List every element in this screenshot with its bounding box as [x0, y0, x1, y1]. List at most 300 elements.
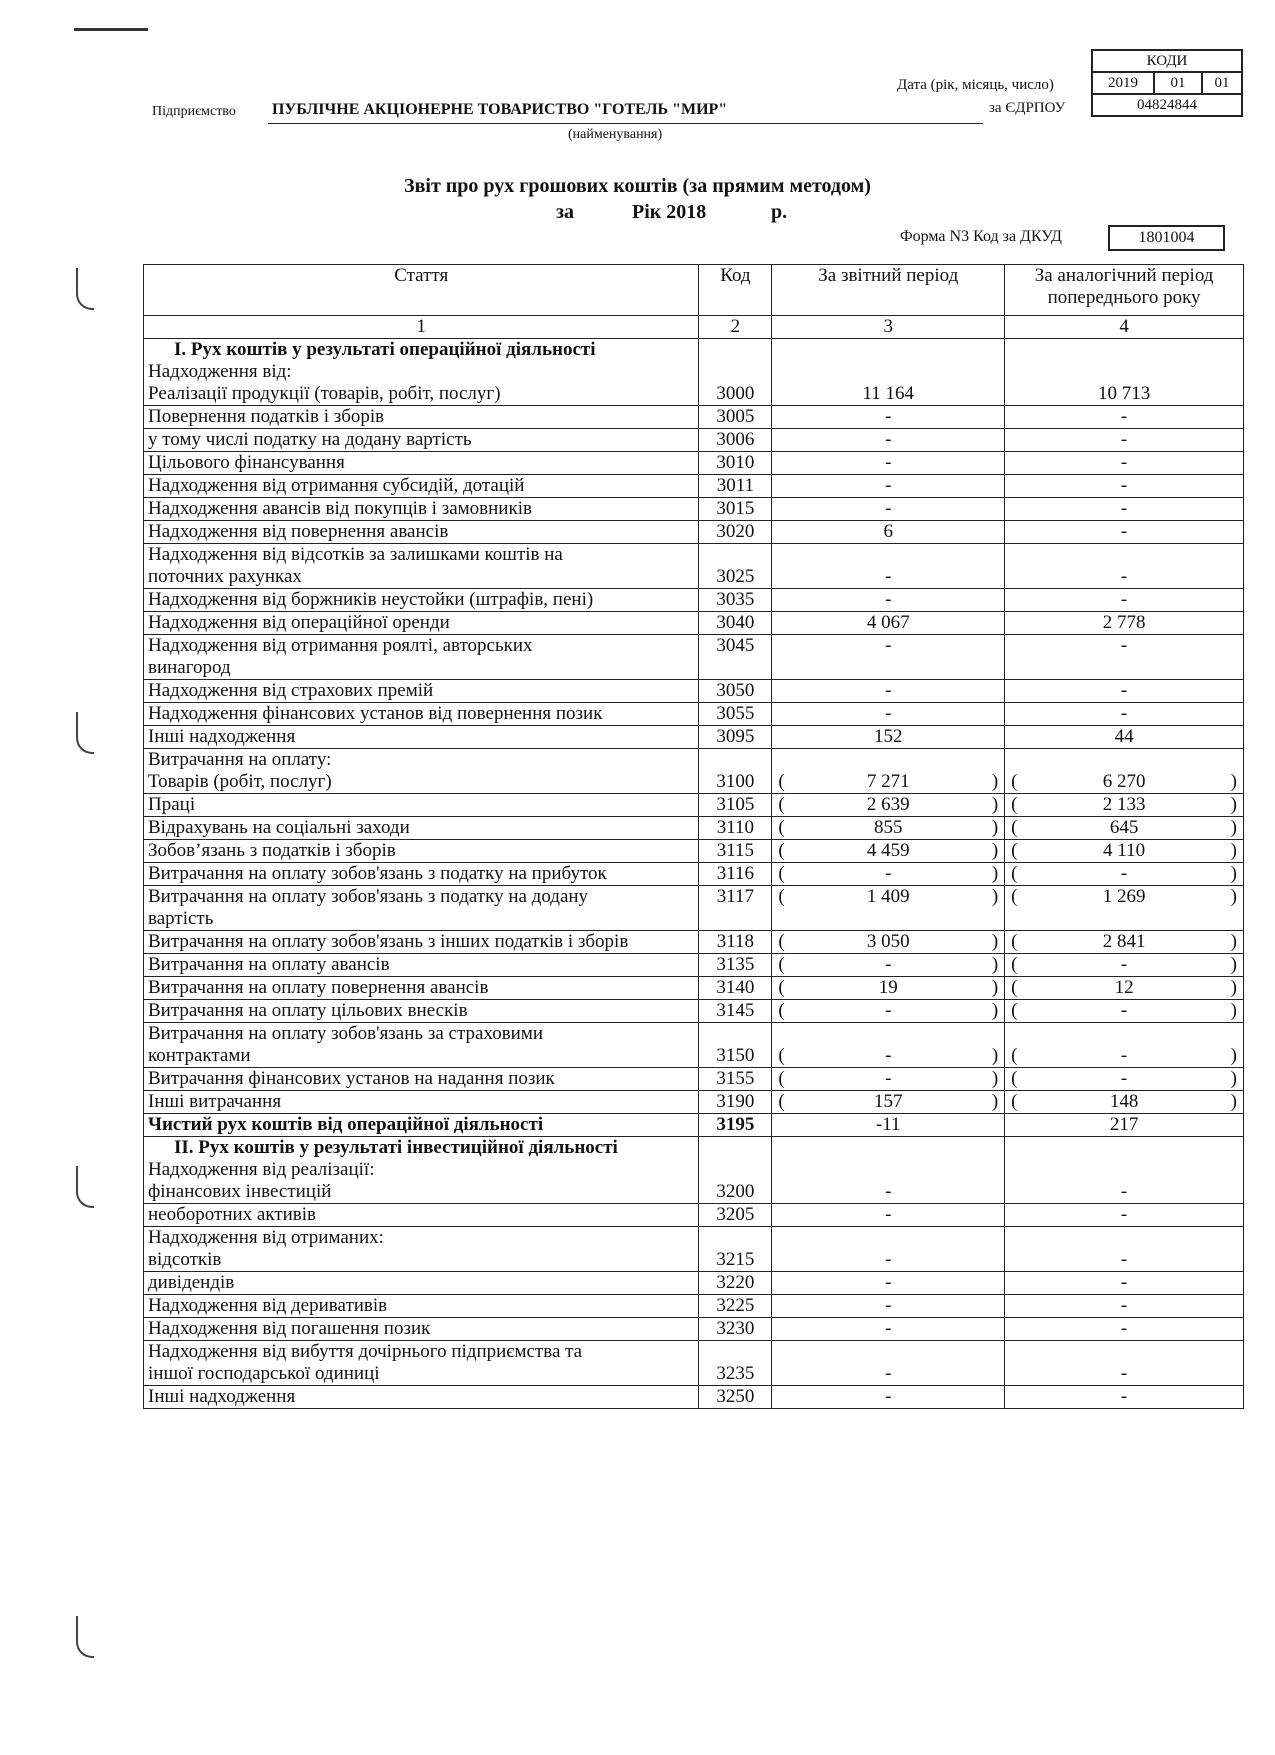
paren-close: ) [991, 863, 999, 884]
value-wrap [776, 1114, 1000, 1136]
value-wrap [776, 1045, 1000, 1067]
value-text: - [1120, 863, 1128, 884]
value-wrap [1009, 429, 1239, 451]
value-wrap [776, 566, 1000, 588]
paren-open: ( [1011, 931, 1018, 952]
value-current [772, 817, 1005, 840]
scan-mark-left-1 [76, 268, 94, 310]
value-previous [1005, 1204, 1244, 1227]
value-wrap [776, 1249, 1000, 1271]
table-row [144, 1000, 1244, 1023]
value-wrap [1009, 406, 1239, 428]
paren-open: ( [778, 863, 785, 884]
row-code: 3150 [699, 1023, 772, 1068]
value-wrap [776, 406, 1000, 428]
paren-open: ( [778, 977, 785, 998]
codes-label: КОДИ [1092, 50, 1242, 72]
table-row [144, 1295, 1244, 1318]
table-row [144, 1137, 1244, 1204]
value-wrap [776, 954, 1000, 976]
value-wrap [1009, 566, 1239, 588]
value-text: - [1120, 1045, 1128, 1066]
value-text: 2 133 [1102, 794, 1146, 815]
table-row [144, 817, 1244, 840]
value-previous [1005, 1091, 1244, 1114]
row-code: 3195 [699, 1114, 772, 1137]
table-row [144, 1227, 1244, 1272]
value-text: - [1120, 1318, 1128, 1339]
value-text: - [1120, 566, 1128, 587]
report-title: Звіт про рух грошових коштів (за прямим методом) [404, 175, 871, 197]
row-label-text: Надходження фінансових установ від повернення позик [148, 703, 603, 724]
row-label-text: Цільового фінансування [148, 452, 345, 473]
row-label [144, 954, 699, 977]
table-row [144, 1318, 1244, 1341]
paren-close: ) [991, 954, 999, 975]
row-code: 3118 [699, 931, 772, 954]
value-current [772, 749, 1005, 794]
row-code: 3095 [699, 726, 772, 749]
table-row [144, 1114, 1244, 1137]
value-text: 4 067 [866, 612, 910, 633]
value-text: -11 [875, 1114, 901, 1135]
value-current [772, 1318, 1005, 1341]
value-previous [1005, 749, 1244, 794]
row-code: 3045 [699, 635, 772, 680]
paren-open: ( [1011, 1045, 1018, 1066]
value-previous [1005, 339, 1244, 406]
value-current [772, 954, 1005, 977]
row-code: 3025 [699, 544, 772, 589]
value-wrap [776, 475, 1000, 497]
value-current [772, 1000, 1005, 1023]
dkud-code: 1801004 [1108, 225, 1225, 251]
value-wrap [776, 1181, 1000, 1203]
value-text: 855 [874, 817, 903, 838]
value-wrap [1009, 475, 1239, 497]
paren-open: ( [1011, 954, 1018, 975]
table-row [144, 840, 1244, 863]
row-code: 3220 [699, 1272, 772, 1295]
row-sub-label: іншої господарської одиниці [148, 1363, 380, 1384]
paren-open: ( [1011, 1068, 1018, 1089]
row-code: 3117 [699, 886, 772, 931]
paren-close: ) [1230, 1000, 1237, 1021]
row-code: 3105 [699, 794, 772, 817]
paren-close: ) [1230, 794, 1237, 815]
paren-close: ) [991, 1091, 999, 1112]
table-row [144, 635, 1244, 680]
date-year: 2019 [1092, 72, 1154, 94]
value-wrap [1009, 1045, 1239, 1067]
row-label [144, 680, 699, 703]
value-wrap [1009, 1114, 1239, 1136]
section-title: II. Рух коштів у результаті інвестиційної діяльності [174, 1137, 618, 1158]
paren-close: ) [991, 817, 999, 838]
value-text: - [885, 1295, 892, 1316]
value-text: 44 [1114, 726, 1134, 747]
row-label [144, 1091, 699, 1114]
row-label-text: Надходження авансів від покупців і замовників [148, 498, 532, 519]
row-code: 3140 [699, 977, 772, 1000]
value-wrap [776, 1318, 1000, 1340]
value-current [772, 1068, 1005, 1091]
value-current [772, 589, 1005, 612]
paren-open: ( [1011, 794, 1018, 815]
value-current [772, 498, 1005, 521]
value-wrap [776, 886, 1000, 908]
table-row [144, 429, 1244, 452]
value-previous [1005, 1341, 1244, 1386]
scan-mark-left-3 [76, 1166, 94, 1208]
row-code: 3250 [699, 1386, 772, 1409]
value-previous [1005, 817, 1244, 840]
value-wrap [776, 817, 1000, 839]
value-previous [1005, 840, 1244, 863]
codes-box [1091, 49, 1243, 117]
value-previous [1005, 1318, 1244, 1341]
row-label [144, 339, 699, 406]
paren-close: ) [1230, 1068, 1237, 1089]
table-colnum-row [144, 316, 1244, 339]
paren-close: ) [991, 1068, 999, 1089]
row-code: 3000 [699, 339, 772, 406]
paren-open: ( [1011, 840, 1018, 861]
value-text: 2 778 [1102, 612, 1146, 633]
value-current [772, 703, 1005, 726]
row-label-text: Інші надходження [148, 726, 296, 747]
value-wrap [1009, 817, 1239, 839]
value-text: - [885, 1318, 892, 1339]
value-text: 2 639 [866, 794, 910, 815]
table-row [144, 1068, 1244, 1091]
paren-close: ) [1230, 1091, 1237, 1112]
row-label-text: Праці [148, 794, 196, 815]
value-wrap [776, 589, 1000, 611]
value-text: - [885, 498, 892, 519]
value-text: - [1120, 680, 1128, 701]
row-label [144, 726, 699, 749]
value-wrap [1009, 703, 1239, 725]
value-current [772, 612, 1005, 635]
row-label [144, 749, 699, 794]
row-code: 3100 [699, 749, 772, 794]
value-text: 217 [1109, 1114, 1139, 1135]
date-label: Дата (рік, місяць, число) [897, 77, 1054, 93]
table-row [144, 886, 1244, 931]
row-label [144, 1137, 699, 1204]
value-wrap [1009, 726, 1239, 748]
value-previous [1005, 680, 1244, 703]
value-text: - [885, 406, 892, 427]
table-row [144, 1386, 1244, 1409]
value-text: 6 270 [1102, 771, 1146, 792]
value-wrap [776, 452, 1000, 474]
value-wrap [1009, 1272, 1239, 1294]
paren-open: ( [1011, 886, 1018, 907]
row-label [144, 931, 699, 954]
value-text: - [885, 475, 892, 496]
row-label-text: Надходження від відсотків за залишками коштів на [148, 544, 563, 565]
value-wrap [776, 680, 1000, 702]
row-sub-label: контрактами [148, 1045, 251, 1066]
paren-open: ( [778, 931, 785, 952]
row-label-text: Витрачання на оплату зобов'язань з податку на прибуток [148, 863, 607, 884]
value-current [772, 429, 1005, 452]
paren-close: ) [991, 794, 999, 815]
table-row [144, 1341, 1244, 1386]
value-text: - [1120, 954, 1128, 975]
value-current [772, 544, 1005, 589]
row-code: 3145 [699, 1000, 772, 1023]
value-text: - [885, 589, 892, 610]
col-header-article: Стаття [144, 265, 699, 316]
value-wrap [776, 383, 1000, 405]
table-row [144, 1023, 1244, 1068]
paren-open: ( [1011, 1091, 1018, 1112]
value-text: - [1120, 1204, 1128, 1225]
value-wrap [1009, 886, 1239, 908]
row-label-text: Витрачання на оплату зобов'язань з інших податків і зборів [148, 931, 629, 952]
table-row [144, 1091, 1244, 1114]
value-text: - [885, 566, 892, 587]
value-current [772, 521, 1005, 544]
enterprise-label: Підприємство [152, 104, 236, 119]
row-label [144, 840, 699, 863]
value-text: - [1120, 429, 1128, 450]
value-previous [1005, 498, 1244, 521]
value-wrap [776, 931, 1000, 953]
value-wrap [1009, 1386, 1239, 1408]
row-label-text: Витрачання фінансових установ на надання позик [148, 1068, 555, 1089]
value-previous [1005, 429, 1244, 452]
value-text: 1 409 [866, 886, 910, 907]
row-code: 3050 [699, 680, 772, 703]
date-day: 01 [1202, 72, 1242, 94]
row-label [144, 1386, 699, 1409]
paren-open: ( [778, 954, 785, 975]
value-previous [1005, 794, 1244, 817]
row-code: 3020 [699, 521, 772, 544]
value-text: - [885, 1204, 892, 1225]
paren-close: ) [1230, 817, 1237, 838]
table-row [144, 1272, 1244, 1295]
value-wrap [776, 1272, 1000, 1294]
row-code: 3040 [699, 612, 772, 635]
row-code: 3011 [699, 475, 772, 498]
row-label-text: Надходження від страхових премій [148, 680, 434, 701]
value-text: - [1120, 1068, 1128, 1089]
value-wrap [776, 429, 1000, 451]
row-code: 3115 [699, 840, 772, 863]
value-wrap [776, 498, 1000, 520]
table-row [144, 749, 1244, 794]
value-text: - [885, 1181, 892, 1202]
paren-open: ( [778, 1000, 785, 1021]
row-label-text: Зобов’язань з податків і зборів [148, 840, 396, 861]
value-wrap [1009, 1295, 1239, 1317]
paren-close: ) [991, 1000, 999, 1021]
paren-open: ( [1011, 771, 1018, 792]
paren-close: ) [1230, 977, 1237, 998]
value-previous [1005, 544, 1244, 589]
row-sub-label: поточних рахунках [148, 566, 302, 587]
row-label-text: Витрачання на оплату зобов'язань з податку на додану [148, 886, 589, 907]
value-current [772, 1114, 1005, 1137]
row-label [144, 1023, 699, 1068]
row-label [144, 429, 699, 452]
row-code: 3235 [699, 1341, 772, 1386]
table-row [144, 977, 1244, 1000]
table-row [144, 680, 1244, 703]
row-label-text: Надходження від отриманих: [148, 1227, 384, 1248]
row-label [144, 544, 699, 589]
value-wrap [776, 612, 1000, 634]
row-label [144, 475, 699, 498]
value-wrap [1009, 1068, 1239, 1090]
value-current [772, 452, 1005, 475]
row-code: 3225 [699, 1295, 772, 1318]
row-code: 3230 [699, 1318, 772, 1341]
value-previous [1005, 589, 1244, 612]
table-row [144, 475, 1244, 498]
value-text: - [885, 635, 892, 656]
value-text: - [885, 1045, 892, 1066]
value-text: - [885, 1386, 892, 1407]
paren-open: ( [778, 817, 785, 838]
paren-open: ( [778, 840, 785, 861]
value-previous [1005, 1068, 1244, 1091]
row-code: 3155 [699, 1068, 772, 1091]
value-wrap [776, 521, 1000, 543]
value-previous [1005, 703, 1244, 726]
value-current [772, 1227, 1005, 1272]
value-text: 148 [1109, 1091, 1139, 1112]
paren-close: ) [1230, 954, 1237, 975]
value-wrap [1009, 589, 1239, 611]
value-previous [1005, 1227, 1244, 1272]
value-previous [1005, 1000, 1244, 1023]
enterprise-underline [268, 123, 983, 124]
row-label [144, 1114, 699, 1137]
row-code: 3135 [699, 954, 772, 977]
row-label [144, 794, 699, 817]
value-text: - [885, 1000, 892, 1021]
row-label-text: необоротних активів [148, 1204, 317, 1225]
value-wrap [1009, 771, 1239, 793]
paren-open: ( [778, 886, 785, 907]
row-sub-label: відсотків [148, 1249, 222, 1270]
enterprise-name: ПУБЛІЧНЕ АКЦІОНЕРНЕ ТОВАРИСТВО "ГОТЕЛЬ "МИР" [272, 101, 728, 118]
value-current [772, 1137, 1005, 1204]
value-wrap [776, 1386, 1000, 1408]
value-previous [1005, 521, 1244, 544]
value-text: 12 [1114, 977, 1134, 998]
row-label-text: Інші надходження [148, 1386, 296, 1407]
value-wrap [776, 1000, 1000, 1022]
value-current [772, 863, 1005, 886]
value-wrap [1009, 863, 1239, 885]
value-wrap [776, 977, 1000, 999]
row-label-text: Витрачання на оплату цільових внесків [148, 1000, 468, 1021]
value-previous [1005, 406, 1244, 429]
paren-close: ) [991, 771, 999, 792]
table-row [144, 931, 1244, 954]
row-label [144, 1272, 699, 1295]
value-text: 4 459 [866, 840, 910, 861]
paren-open: ( [778, 771, 785, 792]
table-row [144, 794, 1244, 817]
row-label-text: дивідендів [148, 1272, 235, 1293]
value-previous [1005, 1114, 1244, 1137]
value-text: 152 [874, 726, 903, 747]
value-wrap [1009, 498, 1239, 520]
value-text: - [885, 1249, 892, 1270]
table-row [144, 1204, 1244, 1227]
value-previous [1005, 1137, 1244, 1204]
value-wrap [1009, 840, 1239, 862]
value-wrap [1009, 1000, 1239, 1022]
table-row [144, 339, 1244, 406]
row-label-text: Надходження від вибуття дочірнього підприємства та [148, 1341, 583, 1362]
value-text: 10 713 [1097, 383, 1151, 404]
paren-open: ( [1011, 1000, 1018, 1021]
value-text: - [885, 1068, 892, 1089]
row-code: 3200 [699, 1137, 772, 1204]
value-wrap [776, 863, 1000, 885]
value-wrap [1009, 1204, 1239, 1226]
row-code: 3190 [699, 1091, 772, 1114]
value-current [772, 1295, 1005, 1318]
value-text: - [1120, 1000, 1128, 1021]
row-group-label: Надходження від реалізації: [148, 1159, 375, 1180]
paren-close: ) [1230, 931, 1237, 952]
table-row [144, 703, 1244, 726]
col-number: 3 [772, 316, 1005, 339]
value-wrap [776, 1363, 1000, 1385]
paren-close: ) [991, 1045, 999, 1066]
table-row [144, 726, 1244, 749]
value-text: 6 [883, 521, 893, 542]
row-label [144, 863, 699, 886]
value-wrap [1009, 1318, 1239, 1340]
row-label-text: Чистий рух коштів від операційної діяльності [148, 1114, 544, 1135]
row-code: 3005 [699, 406, 772, 429]
value-wrap [1009, 452, 1239, 474]
value-text: - [885, 452, 892, 473]
value-wrap [776, 1295, 1000, 1317]
period-value: Рік 2018 [632, 201, 707, 223]
paren-close: ) [1230, 1045, 1237, 1066]
row-label [144, 406, 699, 429]
period-r: р. [771, 201, 788, 223]
value-previous [1005, 1272, 1244, 1295]
value-text: - [1120, 406, 1128, 427]
value-text: - [885, 680, 892, 701]
value-previous [1005, 452, 1244, 475]
row-label [144, 1204, 699, 1227]
value-current [772, 475, 1005, 498]
row-label-text: Надходження від повернення авансів [148, 521, 449, 542]
paren-open: ( [778, 1045, 785, 1066]
value-current [772, 794, 1005, 817]
paren-close: ) [991, 977, 999, 998]
value-wrap [776, 726, 1000, 748]
value-previous [1005, 954, 1244, 977]
col-number: 4 [1005, 316, 1244, 339]
row-label-text: Витрачання на оплату авансів [148, 954, 390, 975]
value-wrap [776, 840, 1000, 862]
